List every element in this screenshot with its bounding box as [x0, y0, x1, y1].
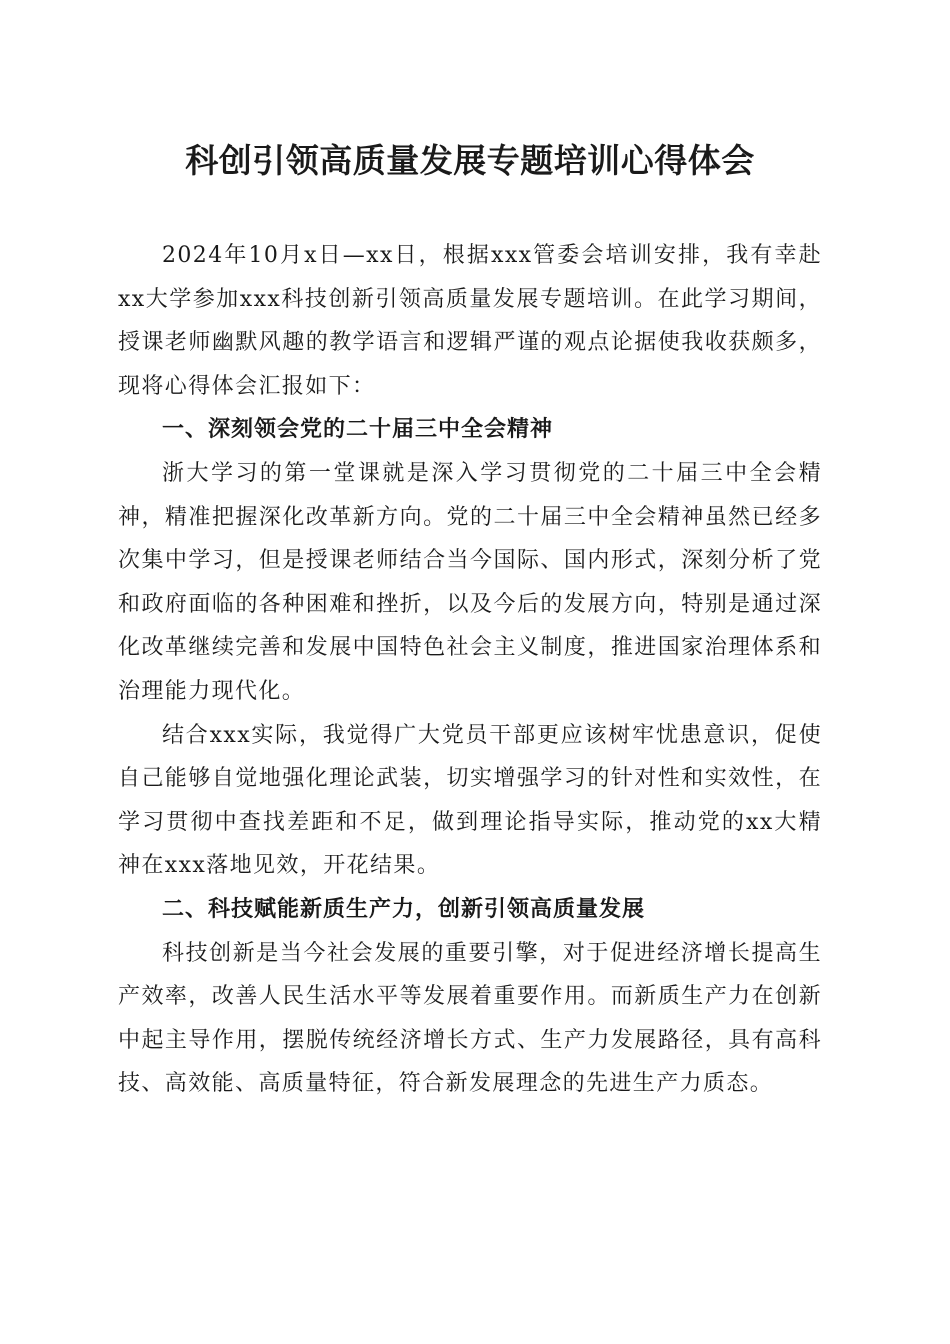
document-title: 科创引领高质量发展专题培训心得体会	[185, 141, 755, 180]
paragraph-section1-a: 浙大学习的第一堂课就是深入学习贯彻党的二十届三中全会精神，精准把握深化改革新方向。党的二十届三中全会精神虽然已经多次集中学习，但是授课老师结合当今国际、国内形式，深刻分析了党和政府面临的各种困难和挫折，以及今后的发展方向，特别是通过深化改革继续完善和发展中国特色社会主义制度，推进国家治理体系和治理能力现代化。	[118, 460, 822, 704]
section-heading-1: 一、深刻领会党的二十届三中全会精神	[162, 417, 554, 443]
paragraph-section1-b: 结合xxx实际，我觉得广大党员干部更应该树牢忧患意识，促使自己能够自觉地强化理论武装，切实增强学习的针对性和实效性，在学习贯彻中查找差距和不足，做到理论指导实际，推动党的xx大精神在xxx落地见效，开花结果。	[118, 722, 822, 879]
paragraph-intro: 2024年10月x日—xx日，根据xxx管委会培训安排，我有幸赴xx大学参加xxx科技创新引领高质量发展专题培训。在此学习期间，授课老师幽默风趣的教学语言和逻辑严谨的观点论据使我收获颇多，现将心得体会汇报如下：	[118, 243, 822, 399]
paragraph-section2-a: 科技创新是当今社会发展的重要引擎，对于促进经济增长提高生产效率，改善人民生活水平等发展着重要作用。而新质生产力在创新中起主导作用，摆脱传统经济增长方式、生产力发展路径，具有高科技、高效能、高质量特征，符合新发展理念的先进生产力质态。	[118, 940, 822, 1097]
section-heading-2: 二、科技赋能新质生产力，创新引领高质量发展	[162, 896, 646, 922]
